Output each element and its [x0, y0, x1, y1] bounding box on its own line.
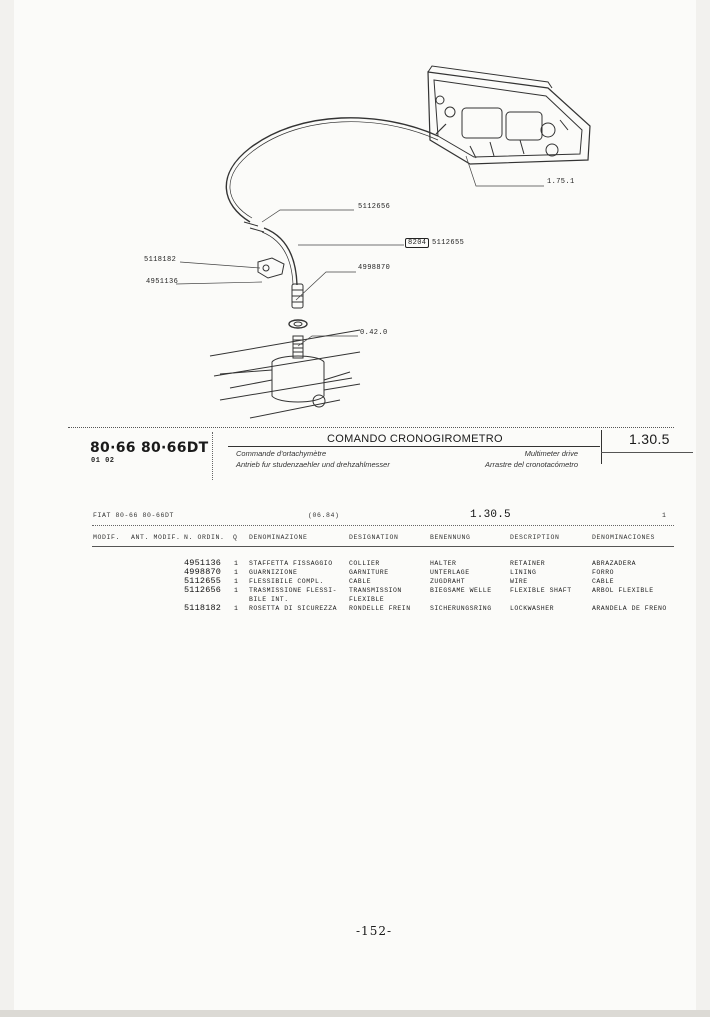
name-english: LINING — [510, 569, 537, 576]
callout-5112656: 5112656 — [358, 203, 391, 211]
list-date: (06.84) — [308, 512, 340, 519]
quantity: 1 — [234, 578, 239, 585]
name-italian: TRASMISSIONE FLESSI- — [249, 587, 338, 594]
part-number: 5112656 — [184, 585, 222, 595]
name-french: GARNITURE — [349, 569, 389, 576]
name-german: BIEGSAME WELLE — [430, 587, 492, 594]
retainer-clamp — [258, 258, 284, 278]
callout-5112655: 5112655 — [432, 239, 465, 247]
scan-bottom-edge — [0, 1010, 710, 1017]
part-number: 5112655 — [184, 576, 222, 586]
title-block-divider-right — [601, 430, 602, 464]
name-italian: STAFFETTA FISSAGGIO — [249, 560, 333, 567]
name-spanish: ABRAZADERA — [592, 560, 637, 567]
speedo-cable-upper — [226, 118, 438, 222]
quantity: 1 — [234, 587, 239, 594]
name-english: FLEXIBLE SHAFT — [510, 587, 572, 594]
title-block-top-rule — [68, 427, 674, 428]
title-english: Multimeter drive — [524, 449, 578, 458]
title-block-rule — [228, 446, 600, 447]
name-french: CABLE — [349, 578, 372, 585]
callout-5118182: 5118182 — [144, 256, 177, 264]
page-number: -152- — [356, 924, 393, 938]
quantity: 1 — [234, 605, 239, 612]
part-number: 4951136 — [184, 558, 222, 568]
quantity: 1 — [234, 560, 239, 567]
name-italian: ROSETTA DI SICUREZZA — [249, 605, 338, 612]
name-german: HALTER — [430, 560, 457, 567]
callout-ref-0-42-0: 0.42.0 — [360, 329, 388, 337]
title-block-divider-left — [212, 432, 213, 480]
group-number: 1.30.5 — [629, 431, 670, 447]
part-number: 4998870 — [184, 567, 222, 577]
callout-4951136: 4951136 — [146, 278, 179, 286]
section-title: COMANDO CRONOGIROMETRO — [327, 433, 503, 445]
instrument-cluster — [428, 66, 590, 164]
list-group: 1.30.5 — [470, 509, 511, 521]
name-german: SICHERUNGSRING — [430, 605, 492, 612]
name-french: TRANSMISSION — [349, 587, 402, 594]
name-german: ZUGDRAHT — [430, 578, 466, 585]
name-french: COLLIER — [349, 560, 380, 567]
col-denominazione: DENOMINAZIONE — [249, 534, 308, 541]
col-denominaciones: DENOMINACIONES — [592, 534, 656, 541]
name-french: FLEXIBLE — [349, 596, 385, 603]
name-french: RONDELLE FREIN — [349, 605, 411, 612]
col-description: DESCRIPTION — [510, 534, 560, 541]
title-french: Commande d'ortachymètre — [236, 449, 327, 458]
callout-4998870: 4998870 — [358, 264, 391, 272]
col-q: Q — [233, 534, 238, 541]
name-spanish: FORRO — [592, 569, 615, 576]
name-italian: GUARNIZIONE — [249, 569, 298, 576]
list-vehicle: FIAT 80-66 80-66DT — [93, 512, 175, 519]
name-english: LOCKWASHER — [510, 605, 555, 612]
col-benennung: BENENNUNG — [430, 534, 471, 541]
group-box-rule — [601, 452, 693, 453]
model-sub: 01 02 — [91, 457, 115, 465]
model-name: 80·66 80·66DT — [90, 440, 209, 456]
col-n-ordin: N. ORDIN. — [184, 534, 225, 541]
title-spanish: Arrastre del cronotacómetro — [485, 460, 578, 469]
name-italian: BILE INT. — [249, 596, 289, 603]
quantity: 1 — [234, 569, 239, 576]
name-spanish: ARANDELA DE FRENO — [592, 605, 667, 612]
washer-ring — [289, 320, 307, 328]
header-top-rule — [92, 525, 674, 526]
name-italian: FLESSIBILE COMPL. — [249, 578, 324, 585]
list-page-indicator: 1 — [662, 512, 667, 519]
col-designation: DESIGNATION — [349, 534, 399, 541]
name-english: WIRE — [510, 578, 528, 585]
col-ant-modif: ANT. MODIF. — [131, 534, 181, 541]
name-spanish: ARBOL FLEXIBLE — [592, 587, 654, 594]
callout-ref-1-75-1: 1.75.1 — [547, 178, 575, 186]
name-spanish: CABLE — [592, 578, 615, 585]
header-bottom-rule — [92, 546, 674, 547]
exploded-view-drawing — [0, 0, 710, 420]
callout-box-8204: 8204 — [405, 238, 429, 248]
name-german: UNTERLAGE — [430, 569, 470, 576]
col-modif: MODIF. — [93, 534, 121, 541]
part-number: 5118182 — [184, 603, 222, 613]
title-german: Antrieb fur studenzaehler und drehzahlmesser — [236, 460, 390, 469]
name-english: RETAINER — [510, 560, 546, 567]
